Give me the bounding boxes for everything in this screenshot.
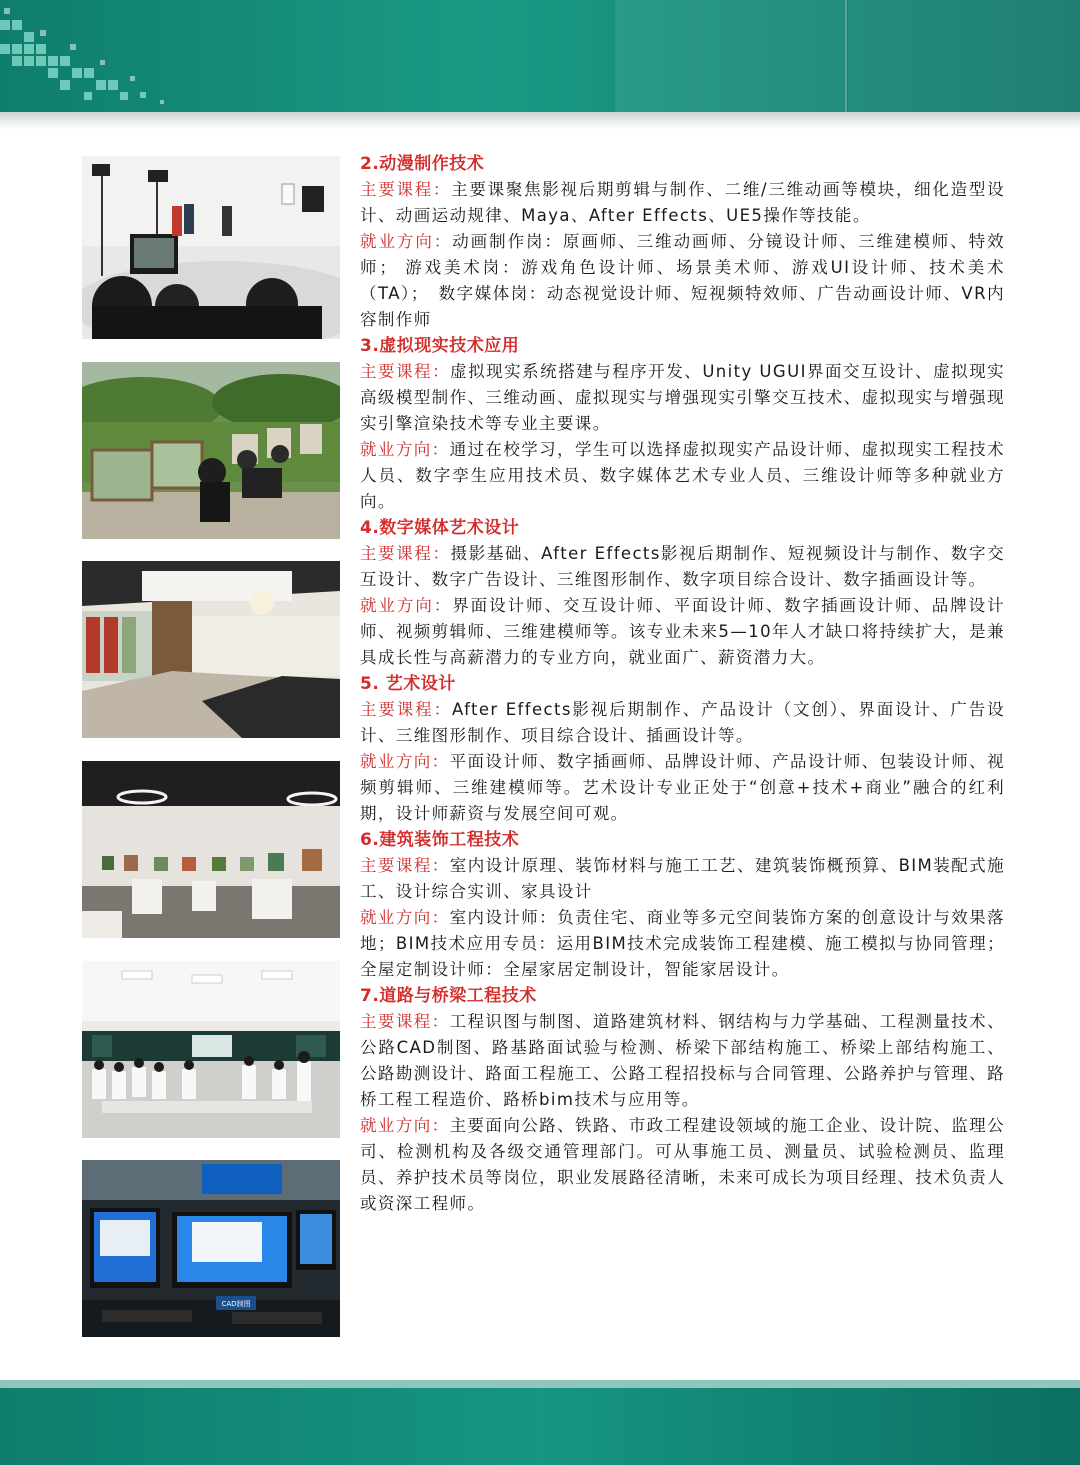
section-title: 6.建筑装饰工程技术: [360, 830, 520, 850]
career-text: 室内设计师：负责住宅、商业等多元空间装饰方案的创意设计与效果落地；BIM技术应用专员：运用BIM技术完成装饰工程建模、施工模拟与协同管理；全屋定制设计师：全屋家居定制设计，智能家居设计。: [360, 908, 1006, 979]
header-panel: [848, 0, 1080, 112]
computer-lab-photo: [82, 1160, 340, 1337]
career-label: 就业方向：: [360, 1116, 450, 1135]
career-text: 平面设计师、数字插画师、品牌设计师、产品设计师、包装设计师、视频剪辑师、三维建模师等。艺术设计专业正处于“创意+技术+商业”融合的红利期，设计师薪资与发展空间可观。: [360, 752, 1006, 823]
course-paragraph: [360, 359, 1005, 437]
career-paragraph: [360, 905, 1005, 983]
section-title: 4.数字媒体艺术设计: [360, 518, 520, 538]
course-label: 主要课程：: [360, 1012, 450, 1031]
career-text: 动画制作岗：原画师、三维动画师、分镜设计师、三维建模师、特效师； 游戏美术岗：游戏角色设计师、场景美术师、游戏UI设计师、技术美术（TA）； 数字媒体岗：动态视觉设计师、短视频特效师、广告动画设计师、VR内容制作师: [360, 232, 1006, 329]
course-label: 主要课程：: [360, 856, 450, 875]
classroom-photo: [82, 961, 340, 1138]
course-text: After Effects影视后期制作、产品设计（文创）、界面设计、广告设计、三维图形制作、项目综合设计、插画设计等。: [360, 700, 1006, 745]
course-label: 主要课程：: [360, 362, 451, 381]
career-paragraph: [360, 749, 1005, 827]
course-paragraph: [360, 541, 1005, 593]
course-label: 主要课程：: [360, 700, 452, 719]
course-text: 摄影基础、After Effects影视后期制作、短视频设计与制作、数字交互设计、数字广告设计、三维图形制作、数字项目综合设计、数字插画设计等。: [360, 544, 1006, 589]
footer-band: [0, 1380, 1080, 1465]
course-paragraph: [360, 853, 1005, 905]
section-title: 3.虚拟现实技术应用: [360, 336, 520, 356]
outdoor-sketching-photo: [82, 362, 340, 539]
course-text: 主要课聚焦影视后期剪辑与制作、二维/三维动画等模块，细化造型设计、动画运动规律、Maya、After Effects、UE5操作等技能。: [360, 180, 1005, 225]
course-paragraph: [360, 697, 1005, 749]
course-text: 室内设计原理、装饰材料与施工工艺、建筑装饰概预算、BIM装配式施工、设计综合实训、家具设计: [360, 856, 1005, 901]
career-text: 主要面向公路、铁路、市政工程建设领域的施工企业、设计院、监理公司、检测机构及各级交通管理部门。可从事施工员、测量员、试验检测员、监理员、养护技术员等岗位，职业发展路径清晰，未来可成长为项目经理、技术负责人或资深工程师。: [360, 1116, 1006, 1213]
section-title: 5. 艺术设计: [360, 674, 456, 694]
digital-media-hall-photo: [82, 561, 340, 738]
career-label: 就业方向：: [360, 596, 453, 615]
career-paragraph: [360, 437, 1005, 515]
section-architectural-decoration: [360, 827, 1005, 983]
course-label: 主要课程：: [360, 544, 451, 563]
section-vr: [360, 333, 1005, 515]
art-gallery-photo: [82, 761, 340, 938]
course-paragraph: [360, 1009, 1005, 1113]
lab-sign-text: CAD制图: [221, 1300, 251, 1308]
career-label: 就业方向：: [360, 752, 450, 771]
section-title: 7.道路与桥梁工程技术: [360, 986, 537, 1006]
header-shadow: [0, 112, 1080, 130]
career-label: 就业方向：: [360, 908, 450, 927]
career-text: 通过在校学习，学生可以选择虚拟现实产品设计师、虚拟现实工程技术人员、数字孪生应用技术员、数字媒体艺术专业人员、三维设计师等多种就业方向。: [360, 440, 1006, 511]
section-title: 2.动漫制作技术: [360, 154, 485, 174]
section-road-bridge: [360, 983, 1005, 1217]
program-list: [360, 151, 1005, 1217]
course-text: 虚拟现实系统搭建与程序开发、Unity UGUI界面交互设计、虚拟现实高级模型制作、三维动画、虚拟现实与增强现实引擎交互技术、虚拟现实与增强现实引擎渲染技术等专业主要课。: [360, 362, 1006, 433]
career-paragraph: [360, 593, 1005, 671]
section-animation: [360, 151, 1005, 333]
career-text: 界面设计师、交互设计师、平面设计师、数字插画设计师、品牌设计师、视频剪辑师、三维建模师等。该专业未来5—10年人才缺口将持续扩大，是兼具成长性与高薪潜力的专业方向，就业面广、薪资潜力大。: [360, 596, 1006, 667]
section-digital-media: [360, 515, 1005, 671]
course-text: 工程识图与制图、道路建筑材料、钢结构与力学基础、工程测量技术、公路CAD制图、路基路面试验与检测、桥梁下部结构施工、桥梁上部结构施工、公路勘测设计、路面工程施工、公路工程招投标与合同管理、公路养护与管理、路桥工程工程造价、路桥bim技术与应用等。: [360, 1012, 1006, 1109]
career-paragraph: [360, 229, 1005, 333]
career-label: 就业方向：: [360, 440, 450, 459]
section-art-design: [360, 671, 1005, 827]
career-label: 就业方向：: [360, 232, 453, 251]
header-band: [0, 0, 1080, 118]
course-paragraph: [360, 177, 1005, 229]
course-label: 主要课程：: [360, 180, 452, 199]
career-paragraph: [360, 1113, 1005, 1217]
pixel-decoration: [0, 0, 230, 118]
animation-studio-photo: [82, 156, 340, 339]
header-panel: [615, 0, 847, 112]
